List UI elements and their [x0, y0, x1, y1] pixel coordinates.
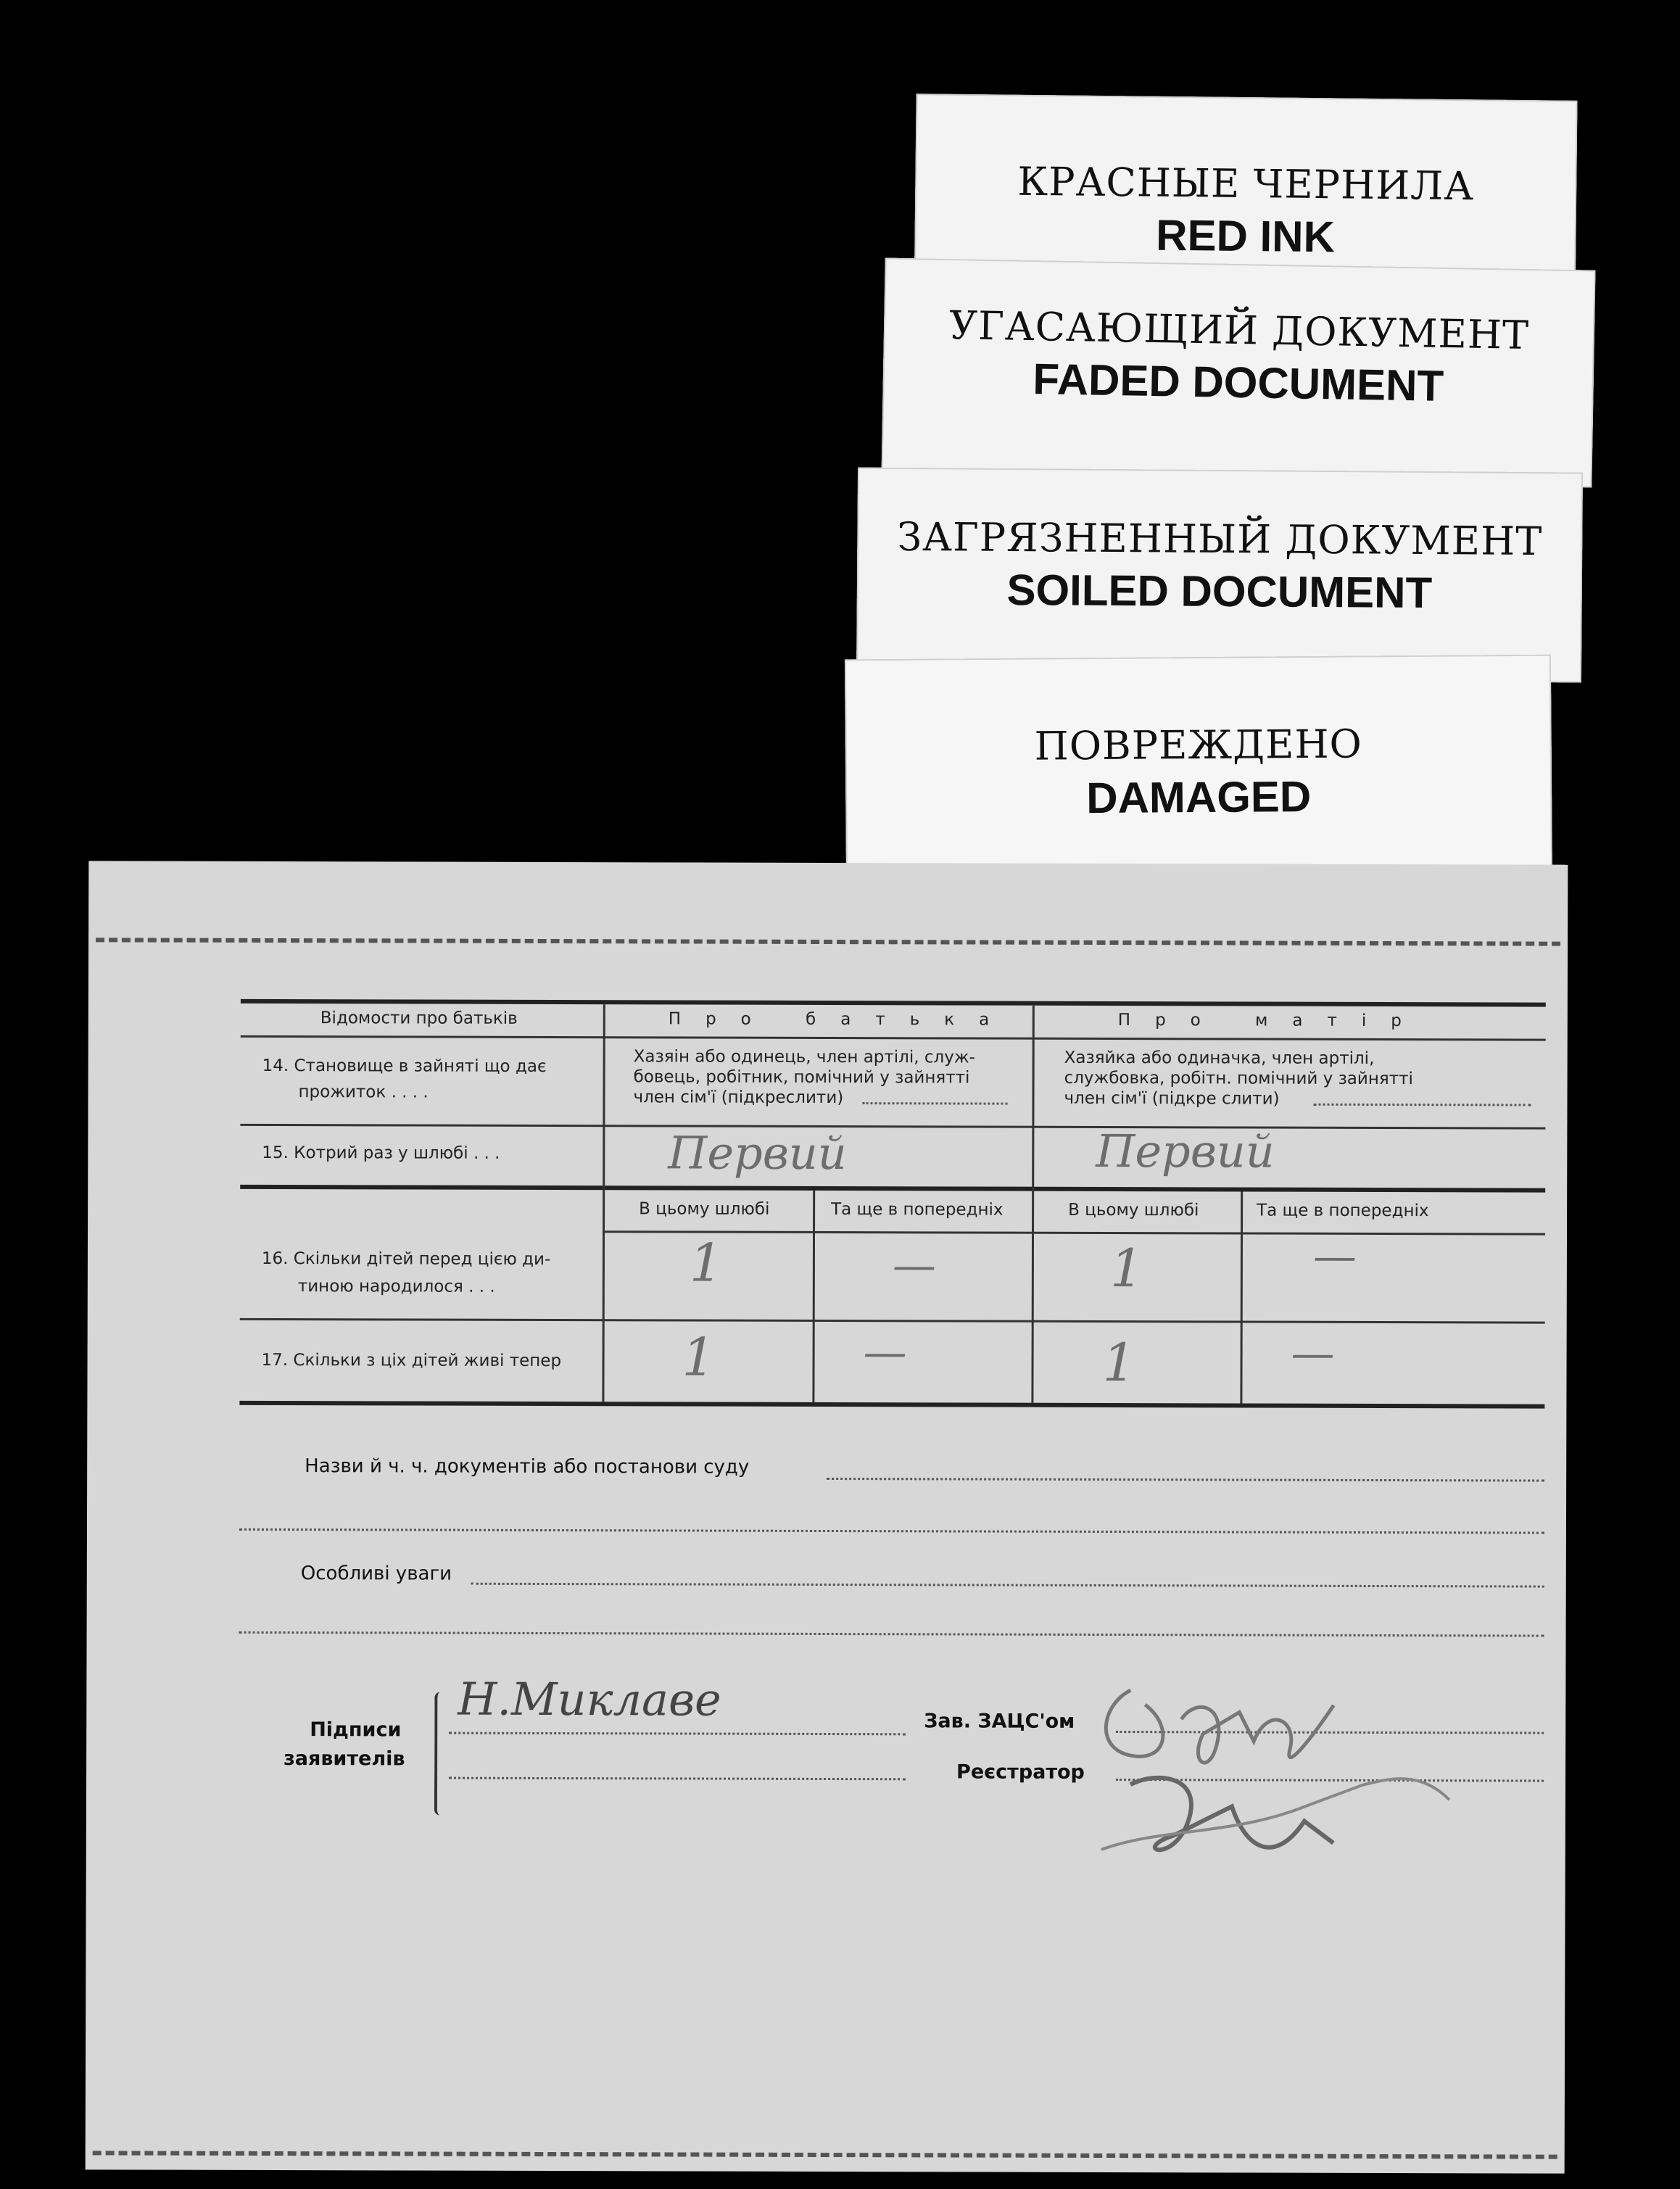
flag-faded-document — [881, 257, 1595, 487]
flag-faded-en: FADED DOCUMENT — [1032, 355, 1444, 410]
row14-father-line1: Хазяін або одинець, член артілі, служ- — [633, 1047, 975, 1067]
header-about-mother: Про матір — [1117, 1011, 1426, 1031]
row17-mother-this-value: 1 — [1102, 1331, 1136, 1394]
table-col-divider-1 — [602, 1004, 605, 1402]
row14-father-line3: член сім'ї (підкреслити) — [633, 1088, 844, 1108]
row16-mother-this-value: 1 — [1109, 1238, 1143, 1299]
documents-dots — [827, 1478, 1544, 1482]
subheader-rule — [603, 1230, 1545, 1235]
flag-red-ink-en: RED INK — [1155, 210, 1336, 262]
row15-label: 15. Котрий раз у шлюбі . . . — [262, 1143, 500, 1163]
row14-mother-line3: член сім'ї (підкре слити) — [1064, 1088, 1280, 1109]
table-col-divider-m — [1240, 1191, 1243, 1403]
flag-soiled-ru: ЗАГРЯЗНЕННЫЙ ДОКУМЕНТ — [897, 513, 1543, 565]
flag-damaged — [845, 655, 1552, 892]
row16-mother-previous-value: — — [1312, 1230, 1357, 1282]
remarks-label: Особливі уваги — [300, 1563, 452, 1585]
row17-father-this-value: 1 — [682, 1326, 716, 1388]
subheader-father-previous: Та ще в попередніх — [831, 1200, 1004, 1220]
header-about-father: Про батька — [668, 1009, 1014, 1030]
perforation-top — [96, 938, 1560, 945]
official-signature-mark — [1087, 1661, 1537, 1902]
applicant-sign-line1 — [449, 1732, 906, 1736]
table-col-divider-2 — [1031, 1006, 1034, 1403]
row16-father-this-value: 1 — [689, 1232, 723, 1294]
flag-faded-ru: УГАСАЮЩИЙ ДОКУМЕНТ — [948, 302, 1530, 358]
flag-soiled-en: SOILED DOCUMENT — [1006, 565, 1433, 618]
perforation-bottom — [93, 2151, 1557, 2159]
row16-father-previous-value: — — [892, 1240, 937, 1291]
row14-mother-line1: Хазяйка або одиначка, член артілі, — [1064, 1048, 1375, 1068]
table-header-rule — [241, 1035, 1546, 1041]
row14-mother-line2: службовка, робітн. помічний у зайнятті — [1064, 1068, 1413, 1089]
applicants-label-line2: заявителів — [284, 1747, 405, 1771]
form-sheet — [86, 861, 1568, 2173]
header-parents-info: Відомости про батьків — [320, 1009, 518, 1028]
row16-rule — [240, 1318, 1545, 1324]
table-top-rule — [241, 999, 1546, 1007]
subheader-mother-this: В цьому шлюбі — [1068, 1200, 1199, 1220]
row15-father-value: Первий — [668, 1126, 847, 1180]
remarks-dots-line2 — [239, 1631, 1544, 1637]
documents-dots-line2 — [239, 1528, 1544, 1534]
applicants-brace — [434, 1692, 450, 1816]
remarks-dots — [471, 1583, 1544, 1588]
row15-mother-value: Первий — [1096, 1124, 1275, 1178]
table-bottom-rule — [239, 1401, 1544, 1409]
table-col-divider-f — [812, 1191, 815, 1402]
applicant-signature: Н.Миклаве — [458, 1672, 721, 1726]
applicant-sign-line2 — [449, 1777, 906, 1781]
row17-mother-previous-value: — — [1291, 1328, 1335, 1379]
row14-label-line1: 14. Становище в зайняті що дає — [262, 1056, 547, 1076]
flag-red-ink-ru: КРАСНЫЕ ЧЕРНИЛА — [1017, 158, 1475, 210]
row14-mother-dots — [1313, 1104, 1531, 1106]
row17-father-previous-value: — — [863, 1327, 907, 1378]
flag-damaged-en: DAMAGED — [1086, 771, 1312, 823]
row15-rule — [240, 1185, 1545, 1193]
registrar-label: Реєстратор — [956, 1760, 1085, 1784]
documents-label: Назви й ч. ч. документів або постанови суду — [305, 1455, 750, 1478]
applicants-label-line1: Підписи — [310, 1718, 402, 1742]
row16-label-line1: 16. Скільки дітей перед цією ди- — [261, 1249, 551, 1270]
row16-label-line2: тиною народилося . . . — [297, 1277, 495, 1296]
row14-label-line2: прожиток . . . . — [298, 1083, 429, 1102]
subheader-mother-previous: Та ще в попередніх — [1257, 1201, 1429, 1221]
head-zags-label: Зав. ЗАЦС'ом — [924, 1710, 1075, 1733]
row17-label: 17. Скільки з ціх дітей живі тепер — [261, 1350, 562, 1371]
row14-father-dots — [862, 1102, 1007, 1105]
row14-rule — [240, 1124, 1545, 1130]
flag-damaged-ru: ПОВРЕЖДЕНО — [1034, 721, 1363, 769]
row14-father-line2: бовець, робітник, помічний у зайнятті — [633, 1067, 970, 1088]
flag-soiled-document — [856, 468, 1583, 683]
subheader-father-this: В цьому шлюбі — [639, 1199, 770, 1219]
